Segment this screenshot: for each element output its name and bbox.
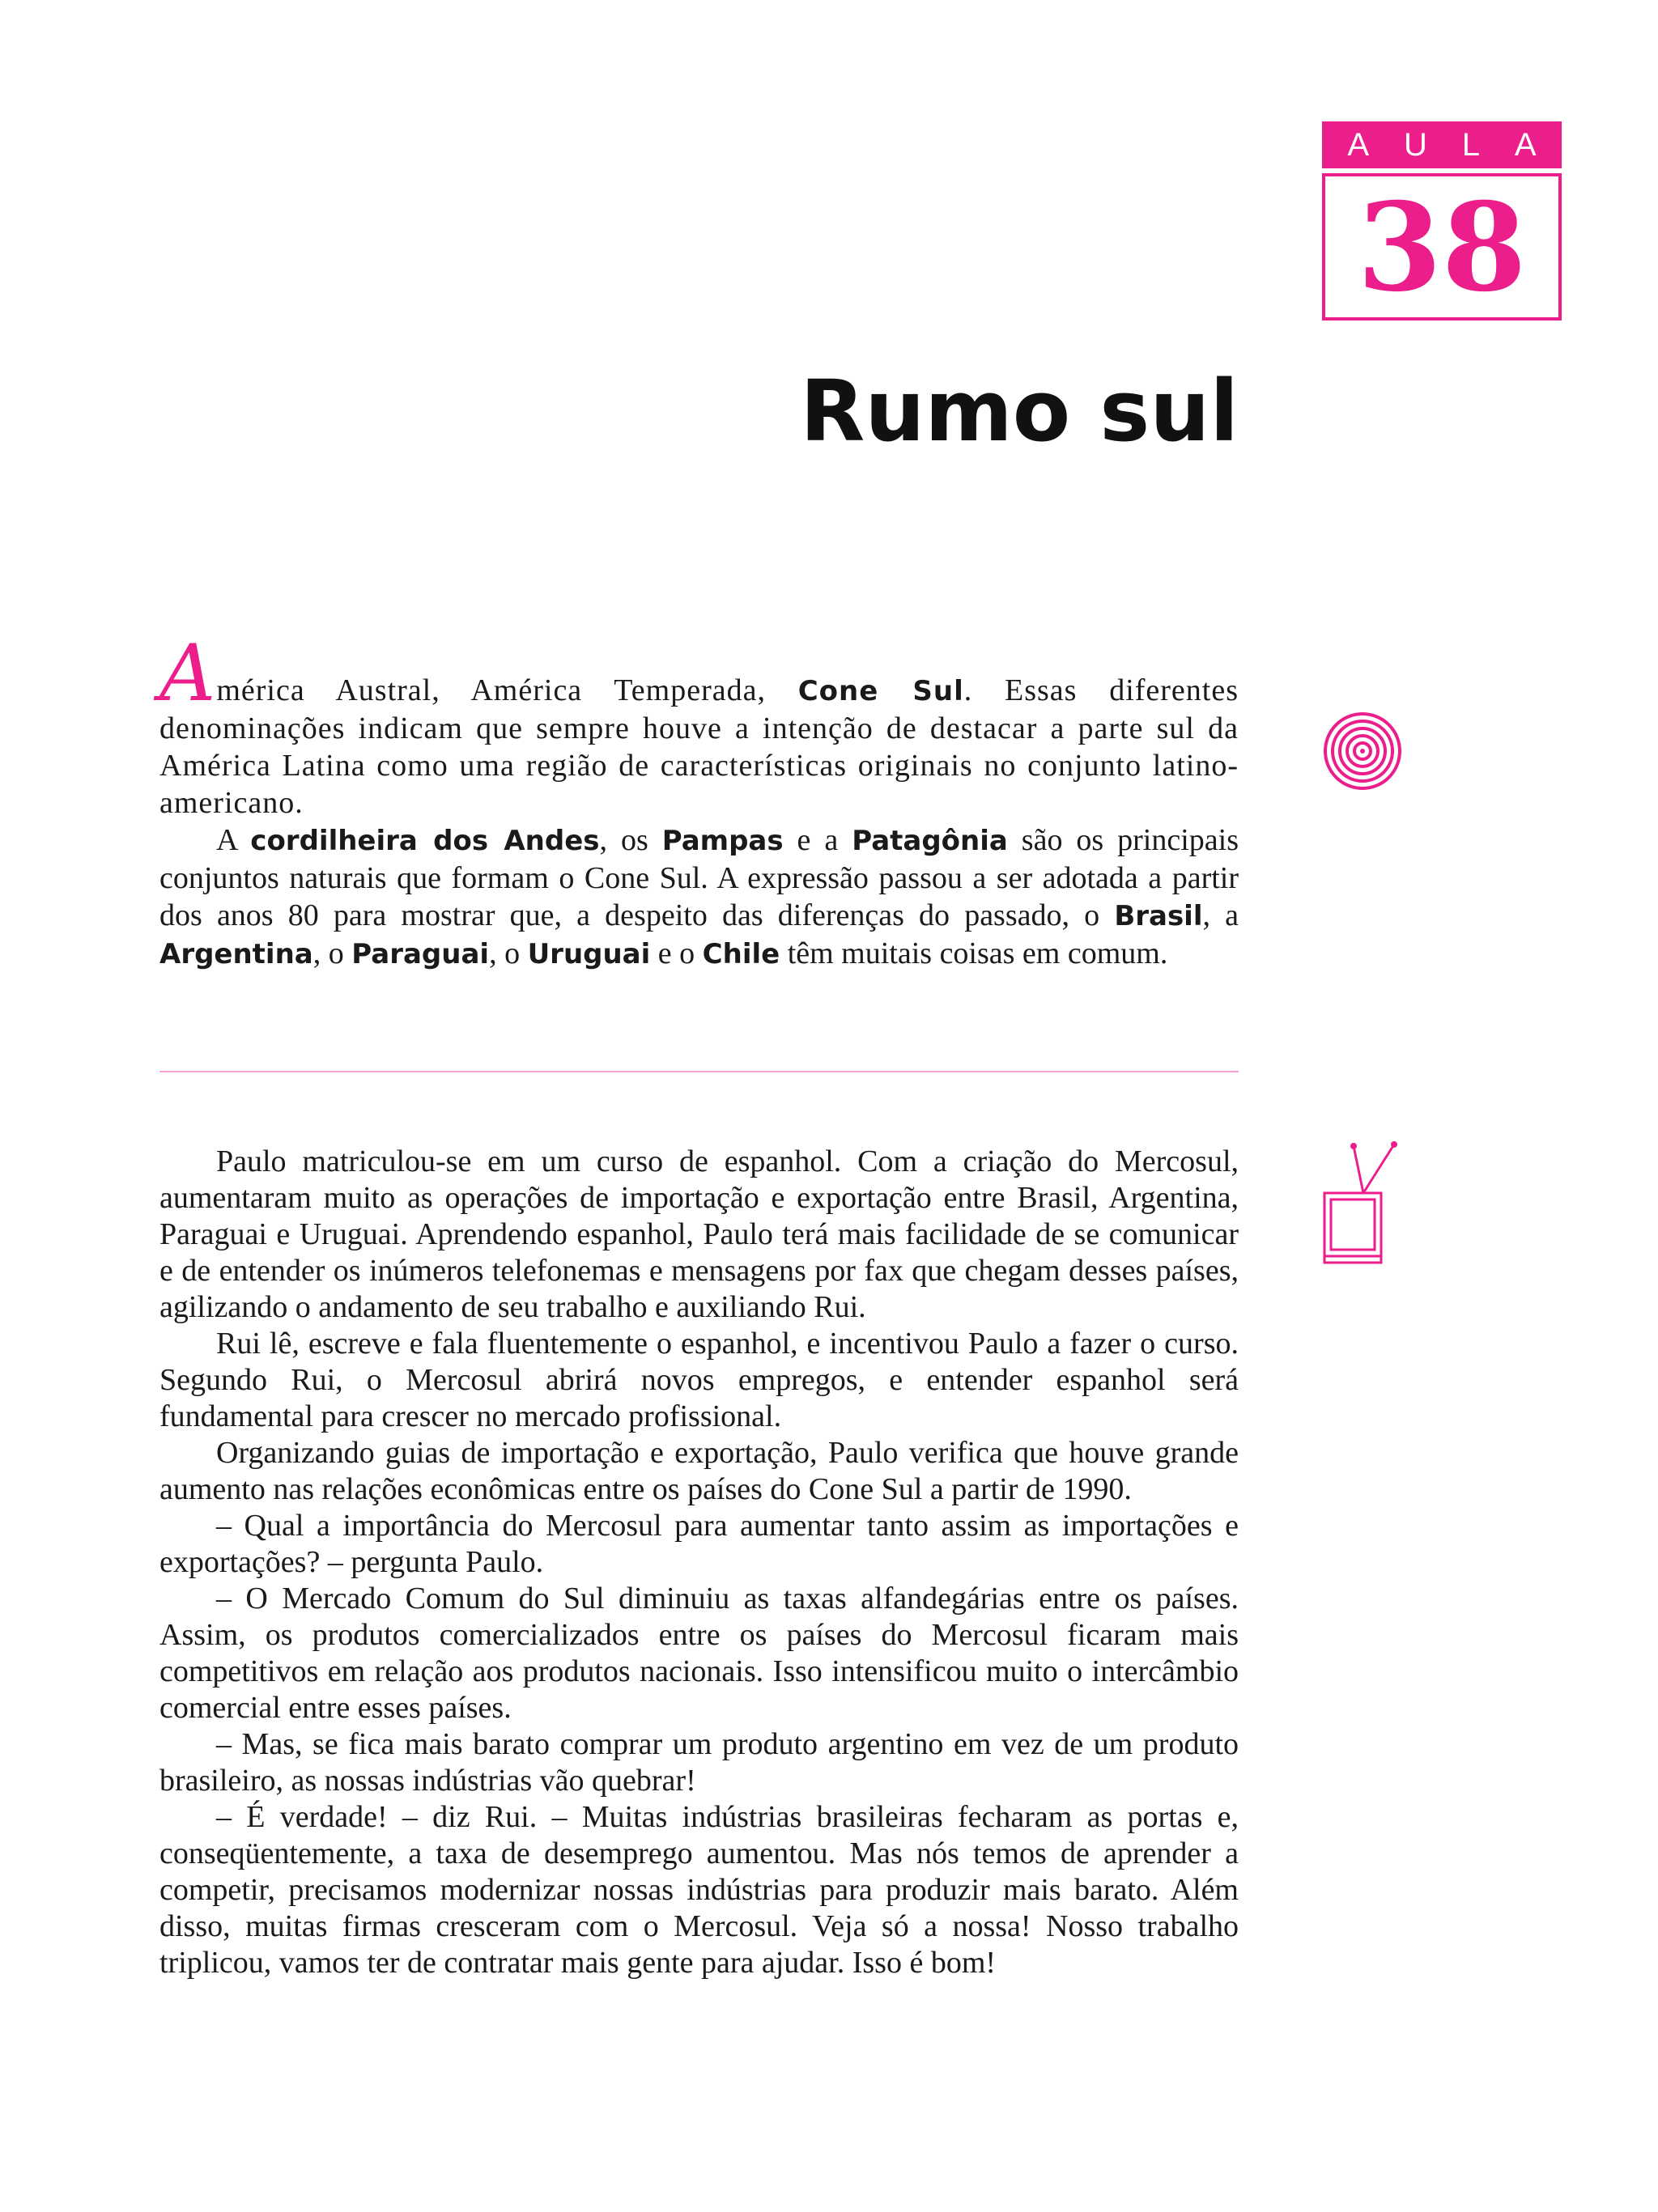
body-paragraph: Organizando guias de importação e exportação, Paulo verifica que houve grande aumento nas relações econômicas entre os países do Cone Sul a partir de 1990.	[159, 1436, 1239, 1506]
keyword: Pampas	[661, 825, 784, 857]
body-paragraph: Paulo matriculou-se em um curso de espanhol. Com a criação do Mercosul, aumentaram muito as operações de importação e exportação entre Brasil, Argentina, Paraguai e Uruguai. Aprendendo espanhol, Paulo terá mais facilidade de se comunicar e de entender os inúmeros telefonemas e mensagens por fax que chegam desses países, agilizando o andamento de seu trabalho e auxiliando Rui.	[159, 1144, 1239, 1324]
page-title: Rumo sul	[800, 362, 1239, 461]
keyword: Chile	[702, 938, 780, 970]
television-icon	[1323, 1140, 1404, 1274]
keyword: Cone Sul	[797, 675, 964, 707]
lesson-badge-letter: A	[1347, 127, 1370, 163]
lesson-badge-label	[1322, 121, 1562, 168]
intro-paragraph	[159, 628, 1239, 822]
keyword: Patagônia	[852, 825, 1008, 857]
body-paragraph: – Mas, se fica mais barato comprar um produto argentino em vez de um produto brasileiro, as nossas indústrias vão quebrar!	[159, 1727, 1239, 1798]
keyword: Brasil	[1114, 900, 1203, 932]
intro-section	[159, 628, 1239, 973]
lesson-badge-letter: A	[1514, 127, 1537, 163]
concentric-circles-icon	[1322, 711, 1403, 792]
keyword: cordilheira dos Andes	[250, 825, 600, 857]
intro-text: , a	[1202, 898, 1239, 932]
intro-text: mérica Austral, América Temperada,	[216, 673, 798, 707]
intro-paragraph	[159, 822, 1239, 973]
body-paragraph: – O Mercado Comum do Sul diminuiu as taxas alfandegárias entre os países. Assim, os produtos comercializados entre os países do Mercosul ficaram mais competitivos em relação aos produtos nacionais. Isso intensificou muito o intercâmbio comercial entre esses países.	[159, 1582, 1239, 1725]
body-paragraph: – É verdade! – diz Rui. – Muitas indústrias brasileiras fecharam as portas e, conseqüentemente, a taxa de desemprego aumentou. Mas nós temos de aprender a competir, precisamos modernizar nossas indústrias para produzir mais barato. Além disso, muitas firmas cresceram com o Mercosul. Veja só a nossa! Nosso trabalho triplicou, vamos ter de contratar mais gente para ajudar. Isso é bom!	[159, 1800, 1239, 1980]
intro-text: , os	[599, 823, 662, 857]
intro-text: e o	[650, 936, 703, 970]
drop-cap: A	[159, 628, 217, 719]
section-divider	[159, 1071, 1239, 1072]
body-section	[159, 1144, 1239, 1981]
lesson-badge	[1322, 121, 1562, 321]
body-paragraph: Rui lê, escreve e fala fluentemente o espanhol, e incentivou Paulo a fazer o curso. Segundo Rui, o Mercosul abrirá novos empregos, e entender espanhol será fundamental para crescer no mercado profissional.	[159, 1327, 1239, 1433]
intro-text: têm muitais coisas em comum.	[780, 936, 1168, 970]
lesson-badge-letter: U	[1403, 127, 1427, 163]
intro-text: , o	[489, 936, 528, 970]
lesson-badge-letter: L	[1461, 127, 1480, 163]
intro-text: A	[216, 823, 251, 857]
intro-text: são os principais conjuntos naturais que formam o Cone Sul. A expressão passou a ser adotada a partir dos anos 80 para mostrar que, a despeito das diferenças do passado, o	[159, 823, 1239, 932]
intro-text: , o	[312, 936, 352, 970]
body-paragraph: – Qual a importância do Mercosul para aumentar tanto assim as importações e exportações? – pergunta Paulo.	[159, 1509, 1239, 1579]
lesson-number: 38	[1322, 173, 1562, 321]
intro-text: . Essas diferentes denominações indicam que sempre houve a intenção de destacar a parte sul da América Latina como uma região de características originais no conjunto latino-americano.	[159, 673, 1239, 820]
keyword: Argentina	[159, 938, 313, 970]
keyword: Uruguai	[527, 938, 651, 970]
keyword: Paraguai	[351, 938, 490, 970]
intro-text: e a	[783, 823, 852, 857]
